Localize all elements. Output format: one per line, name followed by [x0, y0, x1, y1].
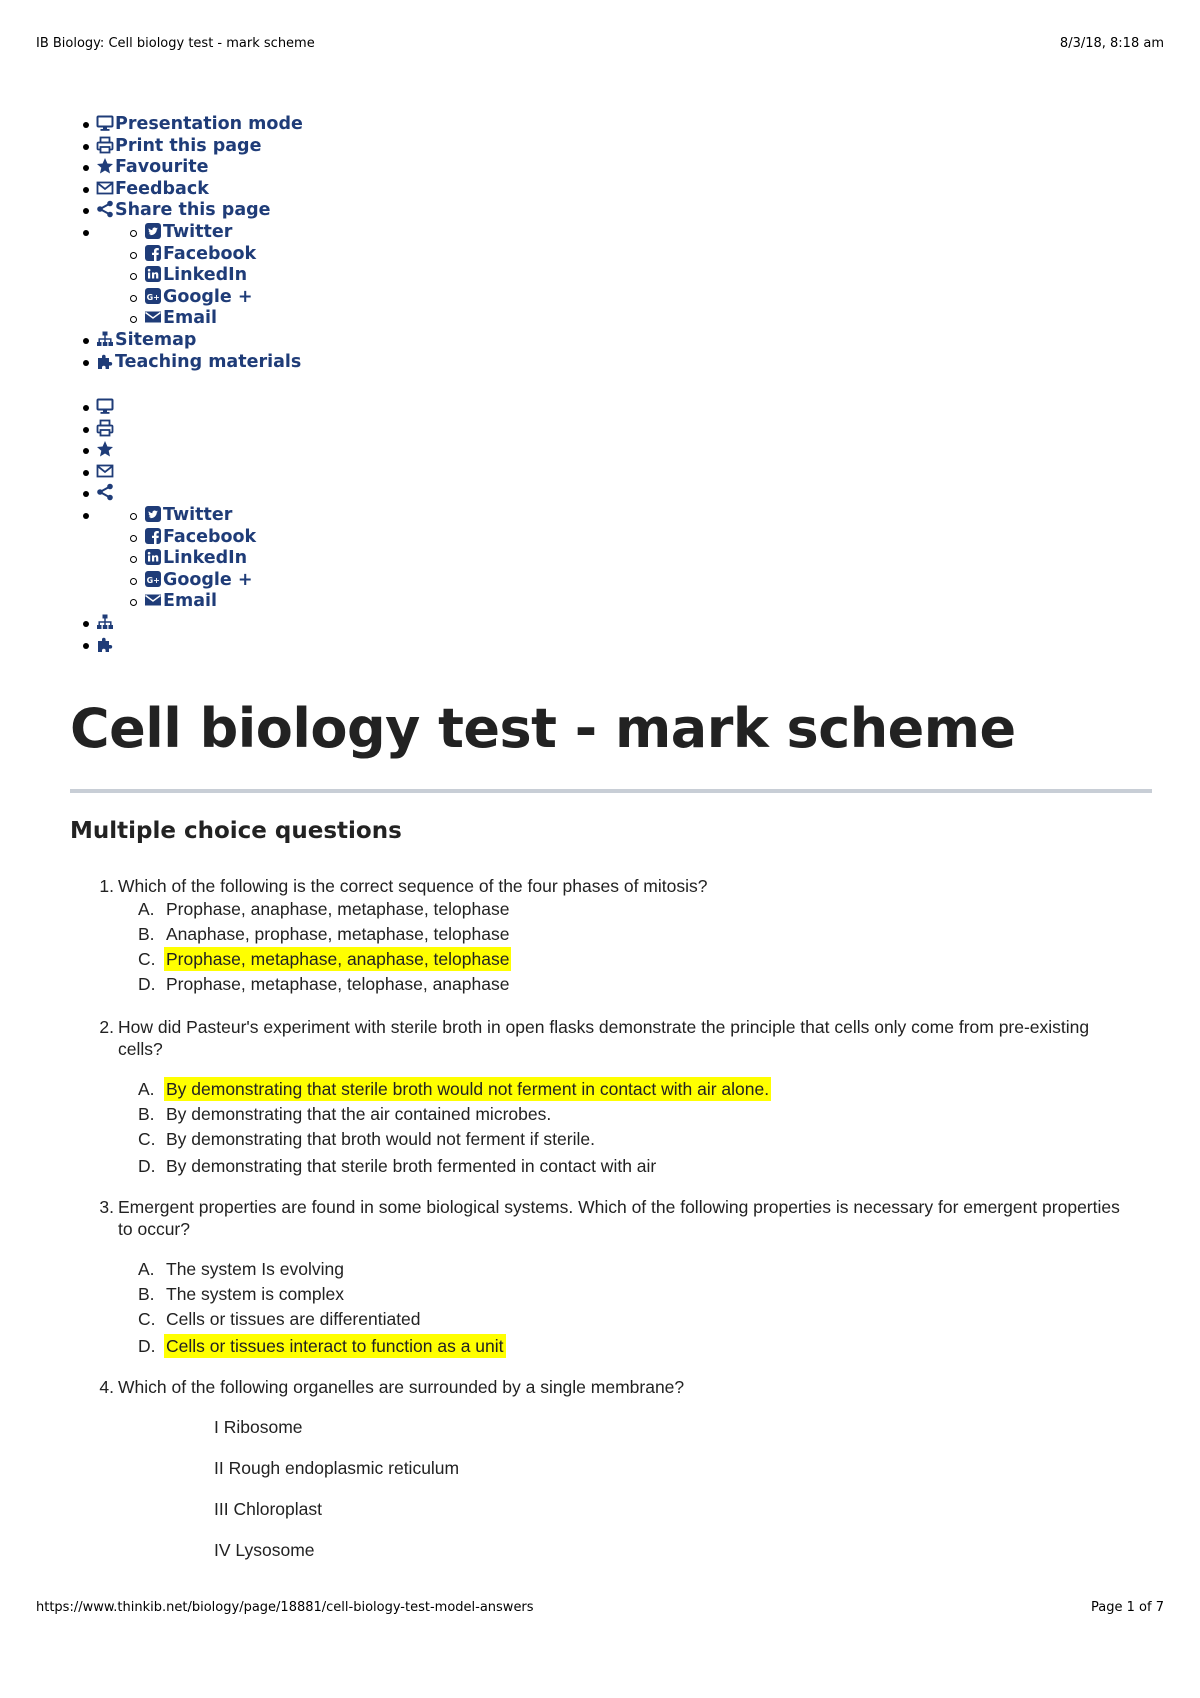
print-icon [96, 136, 114, 154]
google-plus-label: Google + [163, 286, 253, 307]
feedback-label: Feedback [115, 178, 209, 199]
share-page-label: Share this page [115, 200, 271, 221]
option-text: By demonstrating that the air contained microbes. [166, 1104, 552, 1124]
highlighted-answer: By demonstrating that sterile broth would not ferment in contact with air alone. [166, 1079, 770, 1099]
share-submenu-2 [96, 505, 256, 613]
option-letter: D. [138, 1336, 156, 1356]
option-text: By demonstrating that sterile broth fermented in contact with air [166, 1156, 657, 1176]
feedback-link[interactable] [96, 179, 303, 201]
page-actions-icon-menu [96, 397, 256, 656]
footer-page-number: Page 1 of 7 [1091, 1600, 1164, 1615]
share-facebook-link-2[interactable] [144, 527, 256, 549]
print-page-label: Print this page [115, 135, 262, 156]
envelope-icon [144, 591, 162, 609]
statement-ii: II Rough endoplasmic reticulum [214, 1458, 460, 1478]
presentation-mode-icon-link[interactable] [96, 397, 256, 419]
option-letter: D. [138, 1156, 156, 1176]
share-submenu [96, 222, 303, 330]
option-text: By demonstrating that broth would not ferment if sterile. [166, 1129, 595, 1149]
share-email-link[interactable] [144, 308, 303, 330]
share-twitter-link-2[interactable] [144, 505, 256, 527]
question-number: 4. [99, 1377, 114, 1397]
share-submenu-container [96, 222, 303, 330]
svg-text:G+: G+ [146, 292, 160, 302]
option-letter: C. [138, 1129, 156, 1149]
sitemap-label: Sitemap [115, 329, 197, 350]
share-email-link-2[interactable] [144, 591, 256, 613]
share-submenu-container-2 [96, 505, 256, 613]
envelope-outline-icon [96, 462, 114, 480]
google-plus-icon [144, 570, 162, 588]
sitemap-link[interactable] [96, 330, 303, 352]
google-plus-icon [144, 287, 162, 305]
highlighted-answer: Cells or tissues interact to function as a unit [166, 1336, 504, 1356]
puzzle-icon [96, 352, 114, 370]
option-letter: A. [138, 1079, 155, 1099]
option-text: The system Is evolving [166, 1259, 344, 1279]
question-stem: Which of the following organelles are surrounded by a single membrane? [118, 1377, 685, 1397]
option-text: The system is complex [166, 1284, 344, 1304]
option-letter: B. [138, 924, 155, 944]
highlighted-answer: Prophase, metaphase, anaphase, telophase [166, 949, 510, 969]
share-page-link[interactable] [96, 200, 303, 222]
presentation-mode-label: Presentation mode [115, 114, 303, 134]
teaching-materials-label: Teaching materials [115, 351, 302, 372]
print-header-date: 8/3/18, 8:18 am [1059, 36, 1164, 51]
question-number: 1. [99, 876, 114, 896]
monitor-icon [96, 114, 114, 132]
option-letter: A. [138, 1259, 155, 1279]
email-label: Email [163, 308, 217, 329]
print-icon-link[interactable] [96, 419, 256, 441]
sitemap-icon [96, 613, 114, 631]
footer-url: https://www.thinkib.net/biology/page/18881/cell-biology-test-model-answers [36, 1600, 534, 1615]
print-page-link[interactable] [96, 136, 303, 158]
presentation-mode-link[interactable] [96, 114, 303, 136]
envelope-icon [144, 308, 162, 326]
print-header-title: IB Biology: Cell biology test - mark scheme [36, 36, 315, 51]
option-text: Anaphase, prophase, metaphase, telophase [166, 924, 510, 944]
statement-iv: IV Lysosome [214, 1540, 315, 1560]
star-icon [96, 157, 114, 175]
page-actions-menu [96, 114, 303, 373]
print-icon [96, 419, 114, 437]
linkedin-icon [144, 548, 162, 566]
option-letter: C. [138, 949, 156, 969]
envelope-outline-icon [96, 179, 114, 197]
option-letter: D. [138, 974, 156, 994]
email-label: Email [163, 591, 217, 612]
facebook-icon [144, 527, 162, 545]
sitemap-icon-link[interactable] [96, 613, 256, 635]
option-letter: A. [138, 899, 155, 919]
share-icon [96, 200, 114, 218]
favourite-link[interactable] [96, 157, 303, 179]
facebook-label: Facebook [163, 243, 257, 264]
sitemap-icon [96, 330, 114, 348]
print-header [36, 36, 1164, 51]
facebook-icon [144, 244, 162, 262]
question-number: 2. [99, 1017, 114, 1037]
monitor-icon [96, 397, 114, 415]
statement-i: I Ribosome [214, 1417, 303, 1437]
linkedin-icon [144, 265, 162, 283]
svg-text:G+: G+ [146, 575, 160, 585]
share-icon-link[interactable] [96, 483, 256, 505]
facebook-label: Facebook [163, 526, 257, 547]
option-letter: C. [138, 1309, 156, 1329]
feedback-icon-link[interactable] [96, 462, 256, 484]
section-heading: Multiple choice questions [70, 818, 402, 844]
linkedin-label: LinkedIn [163, 265, 248, 286]
twitter-icon [144, 222, 162, 240]
share-linkedin-link[interactable] [144, 265, 303, 287]
statement-iii: III Chloroplast [214, 1499, 322, 1519]
favourite-label: Favourite [115, 157, 209, 178]
question-stem: How did Pasteur's experiment with sterile broth in open flasks demonstrate the principle that cells only come from pre-existing cells? [118, 1017, 1090, 1059]
share-googleplus-link-2[interactable] [144, 570, 256, 592]
puzzle-icon [96, 635, 114, 653]
linkedin-label: LinkedIn [163, 548, 248, 569]
share-icon [96, 483, 114, 501]
option-letter: B. [138, 1104, 155, 1124]
question-stem: Emergent properties are found in some biological systems. Which of the following properties is necessary for emergent properties to occur? [118, 1197, 1120, 1239]
option-text: Prophase, metaphase, telophase, anaphase [166, 974, 510, 994]
title-divider [70, 789, 1152, 793]
twitter-label: Twitter [163, 504, 233, 525]
question-stem: Which of the following is the correct sequence of the four phases of mitosis? [118, 876, 708, 896]
teaching-materials-link[interactable] [96, 352, 303, 374]
share-googleplus-link[interactable] [144, 287, 303, 309]
share-twitter-link[interactable] [144, 222, 303, 244]
option-text: Cells or tissues are differentiated [166, 1309, 421, 1329]
question-number: 3. [99, 1197, 114, 1217]
option-text: Prophase, anaphase, metaphase, telophase [166, 899, 510, 919]
teaching-materials-icon-link[interactable] [96, 635, 256, 657]
share-linkedin-link-2[interactable] [144, 548, 256, 570]
page-title: Cell biology test - mark scheme [70, 697, 1016, 760]
twitter-label: Twitter [163, 221, 233, 242]
option-letter: B. [138, 1284, 155, 1304]
star-icon [96, 440, 114, 458]
share-facebook-link[interactable] [144, 244, 303, 266]
favourite-icon-link[interactable] [96, 440, 256, 462]
google-plus-label: Google + [163, 569, 253, 590]
twitter-icon [144, 505, 162, 523]
print-footer [36, 1600, 1164, 1615]
